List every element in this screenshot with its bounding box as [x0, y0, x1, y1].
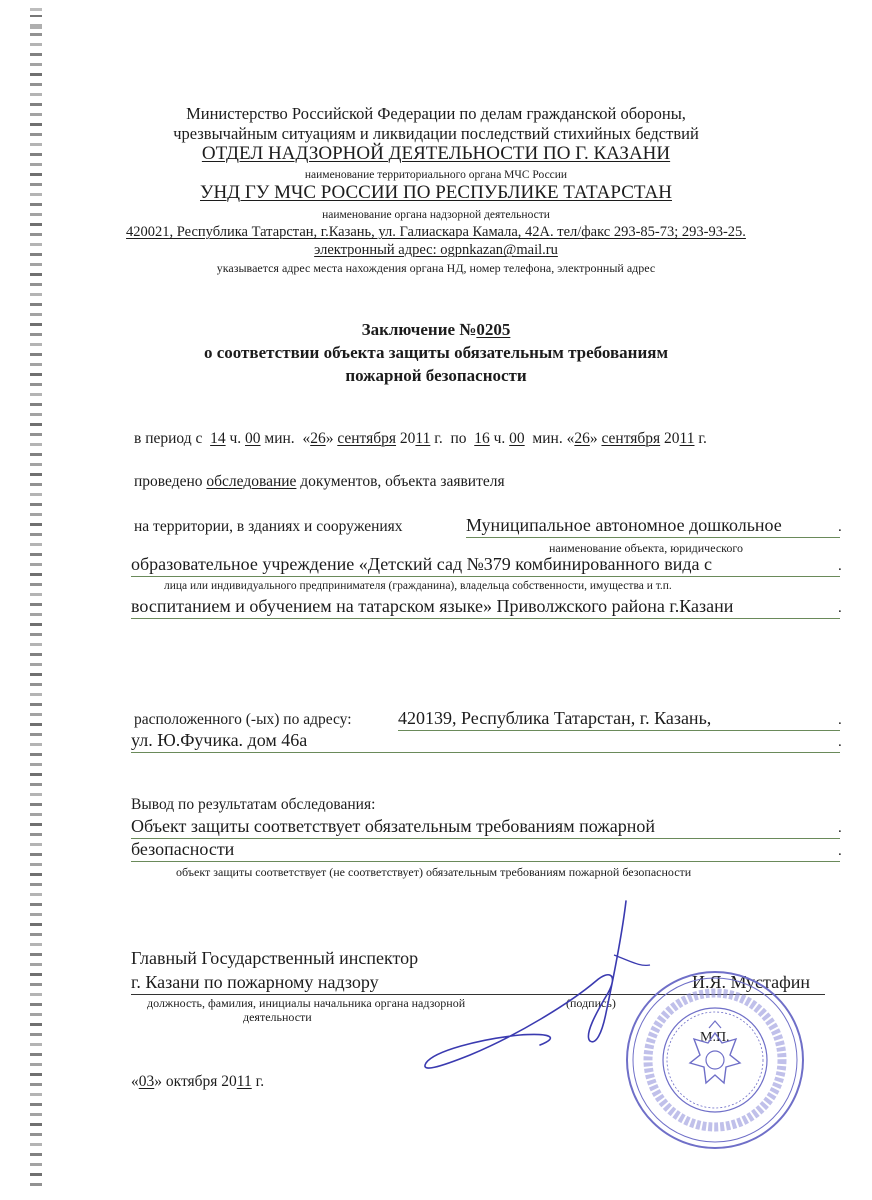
object-line-1: Муниципальное автономное дошкольное	[466, 515, 782, 535]
scan-edge-mark	[30, 633, 42, 636]
scan-edge-mark	[30, 553, 42, 556]
conclusion-line-2-rule	[131, 861, 840, 862]
scan-edge-mark	[30, 43, 42, 46]
scan-edge-mark	[30, 1053, 42, 1056]
scan-edge-mark	[30, 1043, 42, 1046]
scan-edge-mark	[30, 1093, 42, 1096]
signatory-name: И.Я. Мустафин	[692, 972, 811, 992]
scan-edge-mark	[30, 603, 42, 606]
location-prefix: расположенного (-ых) по адресу:	[134, 711, 352, 728]
scan-edge-mark	[30, 483, 42, 486]
title-line-3: пожарной безопасности	[345, 366, 527, 385]
scan-edge-mark	[30, 773, 42, 776]
scan-edge-mark	[30, 24, 42, 29]
scan-edge-mark	[30, 1083, 42, 1086]
scan-edge-mark	[30, 613, 42, 616]
official-stamp	[620, 965, 810, 1155]
scan-edge-mark	[30, 723, 42, 726]
scan-edge-mark	[30, 1033, 42, 1036]
authority-name: УНД ГУ МЧС РОССИИ ПО РЕСПУБЛИКЕ ТАТАРСТАН	[200, 182, 672, 203]
scan-edge-mark	[30, 803, 42, 806]
scan-edge-mark	[30, 813, 42, 816]
scan-edge-mark	[30, 703, 42, 706]
scan-edge-mark	[30, 403, 42, 406]
scan-edge-mark	[30, 653, 42, 656]
scan-edge-mark	[30, 1063, 42, 1066]
scan-edge-mark	[30, 1013, 42, 1016]
scan-edge-mark	[30, 1103, 42, 1106]
ministry-line-2: чрезвычайным ситуациям и ликвидации последствий стихийных бедствий	[173, 124, 699, 143]
scan-edge-mark	[30, 503, 42, 506]
document-page: Министерство Российской Федерации по делам гражданской обороны, чрезвычайным ситуациям и ликвидации последствий стихийных бедствий ОТДЕЛ НАДЗОРНОЙ ДЕЯТЕЛЬНОСТИ ПО Г. КАЗАНИ наименование территориального органа МЧС России УНД ГУ МЧС РОССИИ ПО РЕСПУБЛИКЕ ТАТАРСТАН наименование органа надзорной деятельности 420021, Республика Татарстан, г.Казань, ул. Галиаскара Камала, 42А. тел/факс 293-85-73; 293-93-25. электронный адрес: ogpnkazan@mail.ru указывается адрес места нахождения органа НД, номер телефона, электронный адрес Заключение №0205 о соответствии объекта защиты обязательным требованиям пожарной безопасности в период с 14 ч. 00 мин. «26» сентября 2011 г. по 16 ч. 00 мин. «26» сентября 2011 г. проведено обследование документов, объекта заявителя на территории, в зданиях и сооружениях Муниципальное автономное дошкольное . наименование объекта, юридического образовательное учреждение «Детский сад №379 комбинированного вида с . лица или индивидуального предпринимателя (гражданина), владельца собственности, имущества и т.п. воспитанием и обучением на татарском языке» Приволжского района г.Казани . расположенного (-ых) по адресу: 420139, Республика Татарстан, г. Казань, . ул. Ю.Фучика. дом 46а . Вывод по результатам обследования: Объект защиты соответствует обязательным требованиям пожарной . безопасности . объект защиты соответствует (не соответствует) обязательным требованиям пожарной безопасности Главный Государственный инспектор г. Казани по пожарному надзору И.Я. Мустафин должность, фамилия, инициалы начальника органа надзорной деятельности (подпись) М.П. «03» октября 2011 г.	[0, 0, 872, 1200]
scan-edge-mark	[30, 683, 42, 686]
scan-edge-mark	[30, 463, 42, 466]
scan-edge-mark	[30, 73, 42, 76]
scan-edge-mark	[30, 713, 42, 716]
document-title: Заключение №0205	[361, 320, 511, 339]
scan-edge-mark	[30, 883, 42, 886]
inspection-type: проведено обследование документов, объекта заявителя	[134, 473, 505, 490]
scan-edge-mark	[30, 1163, 42, 1166]
scan-edge-mark	[30, 93, 42, 96]
scan-edge-mark	[30, 1143, 42, 1146]
scan-edge-mark	[30, 793, 42, 796]
scan-edge-mark	[30, 983, 42, 986]
scan-edge-mark	[30, 973, 42, 976]
address-caption: указывается адрес места нахождения органа НД, номер телефона, электронный адрес	[216, 261, 656, 275]
scan-edge-mark	[30, 583, 42, 586]
scan-edge-mark	[30, 733, 42, 736]
authority-address: 420021, Республика Татарстан, г.Казань, ул. Галиаскара Камала, 42А. тел/факс 293-85-73; 293-93-25.	[126, 224, 746, 240]
scan-edge-mark	[30, 53, 42, 56]
object-prefix: на территории, в зданиях и сооружениях	[134, 518, 403, 535]
conclusion-line-1: Объект защиты соответствует обязательным требованиям пожарной	[131, 816, 655, 836]
scan-edge-mark	[30, 593, 42, 596]
scan-edge-mark	[30, 993, 42, 996]
scan-edge-mark	[30, 1153, 42, 1156]
scan-edge-mark	[30, 423, 42, 426]
scan-edge-mark	[30, 623, 42, 626]
object-line-3-rule	[131, 618, 840, 619]
authority-email: электронный адрес: ogpnkazan@mail.ru	[314, 242, 558, 258]
scan-edge-mark	[30, 283, 42, 286]
scan-edge-mark	[30, 8, 42, 11]
scan-edge-mark	[30, 1173, 42, 1176]
scan-edge-mark	[30, 853, 42, 856]
stamp-place: М.П.	[700, 1030, 730, 1045]
title-line-2: о соответствии объекта защиты обязательным требованиям	[203, 343, 669, 362]
scan-edge-mark	[30, 1003, 42, 1006]
conclusion-caption: объект защиты соответствует (не соответствует) обязательным требованиям пожарной безопасности	[176, 865, 692, 879]
scan-edge-mark	[30, 83, 42, 86]
scan-edge-mark	[30, 943, 42, 946]
scan-edge-mark	[30, 443, 42, 446]
scan-edge-mark	[30, 753, 42, 756]
scan-edge-mark	[30, 833, 42, 836]
scan-edge-mark	[30, 693, 42, 696]
conclusion-line-1-rule	[131, 838, 840, 839]
scan-edge-mark	[30, 15, 42, 17]
scan-edge-mark	[30, 823, 42, 826]
department-caption: наименование территориального органа МЧС России	[304, 169, 568, 181]
location-line-2: ул. Ю.Фучика. дом 46а	[131, 730, 308, 750]
scan-edge-mark	[30, 453, 42, 456]
scan-edge-mark	[30, 1183, 42, 1186]
scan-edge-mark	[30, 563, 42, 566]
scan-edge-mark	[30, 843, 42, 846]
scan-edge-mark	[30, 643, 42, 646]
scan-edge-mark	[30, 33, 42, 36]
scan-edge-mark	[30, 863, 42, 866]
scan-edge-mark	[30, 933, 42, 936]
location-line-1-rule	[398, 730, 840, 731]
scan-edge-mark	[30, 953, 42, 956]
object-line-1-rule	[466, 537, 840, 538]
scan-edge-mark	[30, 673, 42, 676]
scan-edge-mark	[30, 413, 42, 416]
scan-edge-mark	[30, 1123, 42, 1126]
object-caption-2: лица или индивидуального предпринимателя (гражданина), владельца собственности, имущества и т.п.	[164, 580, 672, 592]
scan-edge-mark	[30, 523, 42, 526]
scan-edge-mark	[30, 393, 42, 396]
scan-edge-mark	[30, 1133, 42, 1136]
scan-edge-mark	[30, 1073, 42, 1076]
scan-edge-mark	[30, 763, 42, 766]
ministry-line-1: Министерство Российской Федерации по делам гражданской обороны,	[186, 104, 686, 123]
inspection-period: в период с 14 ч. 00 мин. «26» сентября 2011 г. по 16 ч. 00 мин. «26» сентября 2011 г.	[134, 430, 707, 447]
signature-caption-right: (подпись)	[566, 996, 616, 1010]
scan-edge-mark	[30, 543, 42, 546]
authority-caption: наименование органа надзорной деятельности	[322, 209, 550, 221]
object-line-3: воспитанием и обучением на татарском языке» Приволжского района г.Казани	[131, 596, 734, 616]
object-caption-1: наименование объекта, юридического	[549, 541, 743, 555]
conclusion-heading: Вывод по результатам обследования:	[131, 796, 376, 813]
signature-caption-left-2: деятельности	[243, 1010, 312, 1024]
scan-edge-mark	[30, 303, 42, 306]
scan-edge-mark	[30, 893, 42, 896]
scan-edge-mark	[30, 573, 42, 576]
scan-edge-mark	[30, 923, 42, 926]
scan-edge-mark	[30, 513, 42, 516]
scan-edge-mark	[30, 1113, 42, 1116]
scan-edge-mark	[30, 963, 42, 966]
scan-edge-mark	[30, 313, 42, 316]
document-date: «03» октября 2011 г.	[131, 1073, 265, 1090]
location-line-2-rule	[131, 752, 840, 753]
scan-edge-mark	[30, 473, 42, 476]
scan-edge-mark	[30, 783, 42, 786]
signature-caption-left-1: должность, фамилия, инициалы начальника органа надзорной	[147, 996, 466, 1010]
scan-edge-mark	[30, 663, 42, 666]
department-name: ОТДЕЛ НАДЗОРНОЙ ДЕЯТЕЛЬНОСТИ ПО Г. КАЗАНИ	[201, 143, 671, 164]
scan-edge-mark	[30, 903, 42, 906]
scan-edge-mark	[30, 293, 42, 296]
scan-edge-mark	[30, 533, 42, 536]
scan-edge-mark	[30, 1023, 42, 1026]
object-line-2: образовательное учреждение «Детский сад №379 комбинированного вида с	[131, 554, 712, 574]
scan-edge-mark	[30, 913, 42, 916]
scan-edge-mark	[30, 493, 42, 496]
scan-edge-mark	[30, 433, 42, 436]
location-line-1: 420139, Республика Татарстан, г. Казань,	[398, 708, 712, 728]
scan-edge-mark	[30, 63, 42, 66]
conclusion-line-2: безопасности	[131, 839, 235, 859]
scan-edge-mark	[30, 743, 42, 746]
object-line-2-rule	[131, 576, 840, 577]
scan-edge-mark	[30, 873, 42, 876]
signatory-position-2: г. Казани по пожарному надзору	[131, 972, 379, 992]
signatory-position-1: Главный Государственный инспектор	[131, 948, 419, 968]
